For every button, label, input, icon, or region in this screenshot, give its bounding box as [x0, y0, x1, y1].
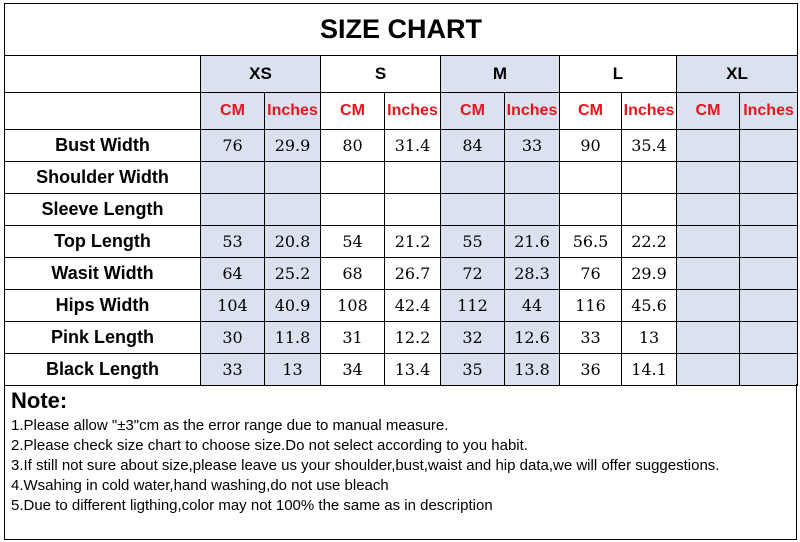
- size-header-l: L: [560, 56, 677, 93]
- unit-header-cm: CM: [201, 93, 265, 130]
- table-cell: 32: [441, 322, 505, 354]
- table-cell: 56.5: [560, 226, 622, 258]
- table-cell: 45.6: [622, 290, 677, 322]
- table-cell: 80: [321, 130, 385, 162]
- note-line: 3.If still not sure about size,please leave us your shoulder,bust,waist and hip data,we will offer suggestions.: [11, 457, 720, 474]
- table-cell: 68: [321, 258, 385, 290]
- size-header-xs: XS: [201, 56, 321, 93]
- table-cell: [740, 290, 798, 322]
- table-cell: 108: [321, 290, 385, 322]
- table-cell: [677, 194, 740, 226]
- table-cell: 104: [201, 290, 265, 322]
- table-cell: 76: [560, 258, 622, 290]
- table-cell: [677, 322, 740, 354]
- table-row: [5, 322, 798, 354]
- size-header-s: S: [321, 56, 441, 93]
- unit-header-cm: CM: [321, 93, 385, 130]
- table-cell: 44: [505, 290, 560, 322]
- table-cell: [740, 354, 798, 386]
- row-label: Wasit Width: [5, 258, 201, 290]
- table-cell: 31.4: [385, 130, 441, 162]
- table-cell: 22.2: [622, 226, 677, 258]
- table-cell: [201, 162, 265, 194]
- table-cell: 40.9: [265, 290, 321, 322]
- table-cell: 13.4: [385, 354, 441, 386]
- table-cell: 35.4: [622, 130, 677, 162]
- table-cell: [740, 258, 798, 290]
- size-chart-title: SIZE CHART: [5, 4, 798, 56]
- table-cell: [201, 194, 265, 226]
- table-cell: 33: [201, 354, 265, 386]
- header-corner: [5, 56, 201, 93]
- table-cell: 64: [201, 258, 265, 290]
- table-cell: 33: [560, 322, 622, 354]
- table-cell: [321, 162, 385, 194]
- row-label: Pink Length: [5, 322, 201, 354]
- table-cell: [740, 322, 798, 354]
- table-cell: [740, 162, 798, 194]
- table-cell: 11.8: [265, 322, 321, 354]
- table-cell: 29.9: [265, 130, 321, 162]
- notes-panel: [4, 384, 797, 540]
- table-cell: [740, 226, 798, 258]
- table-cell: 30: [201, 322, 265, 354]
- size-header-xl: XL: [677, 56, 798, 93]
- table-cell: 54: [321, 226, 385, 258]
- table-row: [5, 290, 798, 322]
- table-cell: [677, 290, 740, 322]
- unit-header-inches: Inches: [505, 93, 560, 130]
- table-cell: 33: [505, 130, 560, 162]
- table-cell: [560, 162, 622, 194]
- table-cell: 53: [201, 226, 265, 258]
- table-cell: 13: [622, 322, 677, 354]
- table-cell: 34: [321, 354, 385, 386]
- row-label: Bust Width: [5, 130, 201, 162]
- table-row: [5, 162, 798, 194]
- table-row: [5, 258, 798, 290]
- unit-header-inches: Inches: [265, 93, 321, 130]
- table-cell: 35: [441, 354, 505, 386]
- table-cell: [677, 130, 740, 162]
- table-cell: 14.1: [622, 354, 677, 386]
- note-line: 5.Due to different ligthing,color may not 100% the same as in description: [11, 497, 493, 514]
- unit-header-cm: CM: [677, 93, 740, 130]
- unit-corner: [5, 93, 201, 130]
- unit-header-inches: Inches: [385, 93, 441, 130]
- table-cell: 55: [441, 226, 505, 258]
- table-cell: 116: [560, 290, 622, 322]
- table-row: [5, 130, 798, 162]
- row-label: Hips Width: [5, 290, 201, 322]
- table-cell: 20.8: [265, 226, 321, 258]
- table-row: [5, 226, 798, 258]
- table-cell: [677, 354, 740, 386]
- row-label: Black Length: [5, 354, 201, 386]
- table-cell: 21.6: [505, 226, 560, 258]
- table-cell: [622, 162, 677, 194]
- table-cell: 28.3: [505, 258, 560, 290]
- size-header-m: M: [441, 56, 560, 93]
- table-cell: [385, 162, 441, 194]
- table-row: [5, 354, 798, 386]
- size-chart-table: [4, 3, 798, 386]
- notes-title: Note:: [11, 388, 68, 413]
- table-cell: 25.2: [265, 258, 321, 290]
- note-line: 4.Wsahing in cold water,hand washing,do not use bleach: [11, 477, 389, 494]
- table-cell: [677, 162, 740, 194]
- table-cell: [265, 194, 321, 226]
- table-cell: 12.2: [385, 322, 441, 354]
- table-cell: [385, 194, 441, 226]
- table-cell: [441, 194, 505, 226]
- table-cell: [321, 194, 385, 226]
- table-cell: 36: [560, 354, 622, 386]
- table-cell: [441, 162, 505, 194]
- table-cell: [560, 194, 622, 226]
- unit-header-cm: CM: [441, 93, 505, 130]
- table-cell: [505, 162, 560, 194]
- table-row: [5, 194, 798, 226]
- row-label: Top Length: [5, 226, 201, 258]
- table-cell: [265, 162, 321, 194]
- note-line: 1.Please allow "±3"cm as the error range due to manual measure.: [11, 417, 449, 434]
- table-cell: 29.9: [622, 258, 677, 290]
- table-cell: 42.4: [385, 290, 441, 322]
- table-cell: 12.6: [505, 322, 560, 354]
- table-cell: [677, 258, 740, 290]
- table-cell: 13: [265, 354, 321, 386]
- table-cell: 90: [560, 130, 622, 162]
- table-cell: [677, 226, 740, 258]
- table-cell: 31: [321, 322, 385, 354]
- table-cell: 84: [441, 130, 505, 162]
- row-label: Shoulder Width: [5, 162, 201, 194]
- table-cell: 72: [441, 258, 505, 290]
- unit-header-inches: Inches: [740, 93, 798, 130]
- table-cell: [505, 194, 560, 226]
- note-line: 2.Please check size chart to choose size.Do not select according to you habit.: [11, 437, 528, 454]
- table-cell: 26.7: [385, 258, 441, 290]
- table-cell: 112: [441, 290, 505, 322]
- unit-header-cm: CM: [560, 93, 622, 130]
- table-cell: [622, 194, 677, 226]
- table-cell: 76: [201, 130, 265, 162]
- unit-header-inches: Inches: [622, 93, 677, 130]
- table-cell: 21.2: [385, 226, 441, 258]
- table-cell: [740, 130, 798, 162]
- row-label: Sleeve Length: [5, 194, 201, 226]
- table-cell: 13.8: [505, 354, 560, 386]
- table-cell: [740, 194, 798, 226]
